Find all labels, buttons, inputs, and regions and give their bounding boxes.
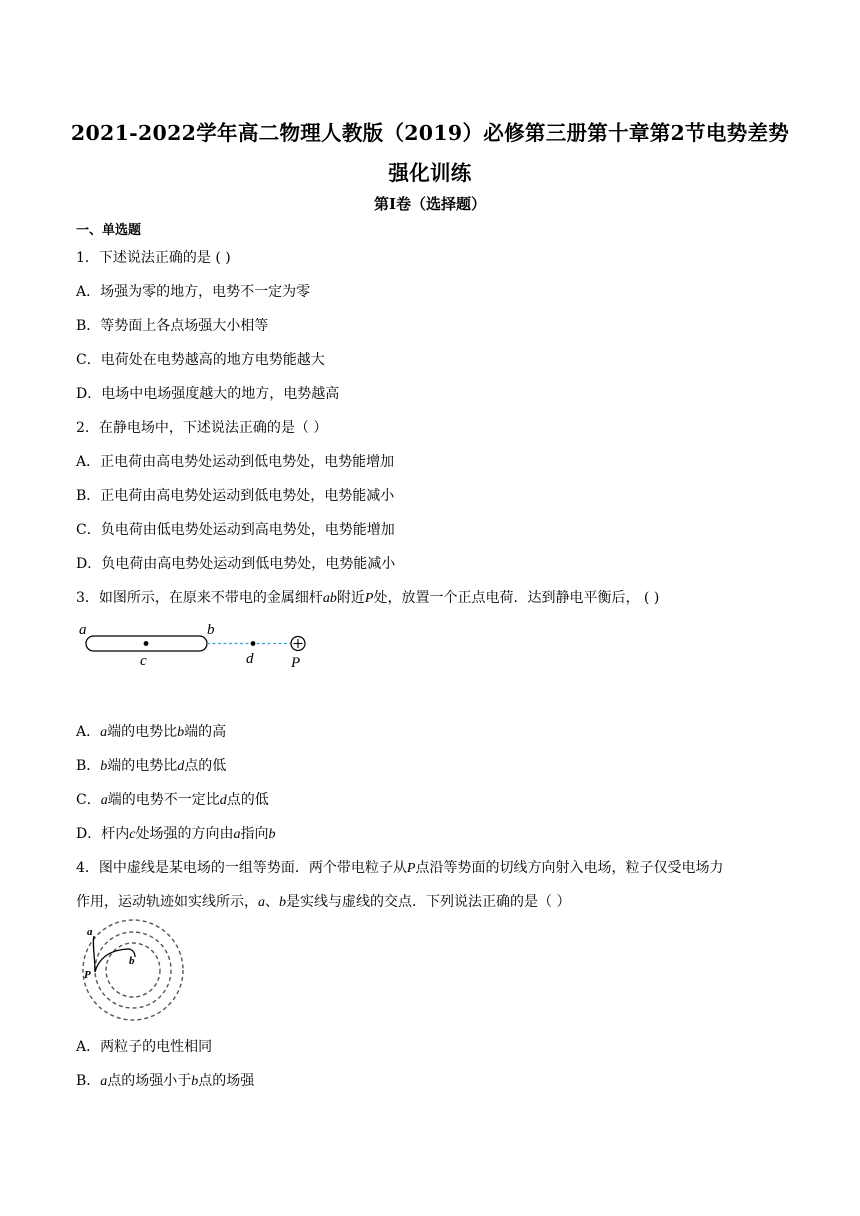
question-2-option-a: A．正电荷由高电势处运动到低电势处，电势能增加 (76, 454, 395, 470)
question-1-option-a: A．场强为零的地方，电势不一定为零 (76, 284, 311, 300)
question-2-stem: 2．在静电场中，下述说法正确的是（ ） (76, 420, 328, 436)
question-2-option-c: C．负电荷由低电势处运动到高电势处，电势能增加 (76, 522, 395, 538)
question-2-option-b: B．正电荷由高电势处运动到低电势处，电势能减小 (76, 488, 395, 504)
question-1-option-c: C．电荷处在电势越高的地方电势能越大 (76, 352, 325, 368)
volume-heading: 第Ⅰ卷（选择题） (373, 195, 487, 213)
question-4-option-b: B．a点的场强小于b点的场强 (76, 1073, 255, 1089)
question-3-option-a: A．a端的电势比b端的高 (76, 724, 227, 740)
label-P: P (291, 655, 301, 671)
question-4-stem-line1: 4．图中虚线是某电场的一组等势面．两个带电粒子从P点沿等势面的切线方向射入电场，粒子仅受电场力 (76, 860, 724, 876)
label-d: d (246, 651, 254, 667)
question-3-option-d: D．杆内c处场强的方向由a指向b (76, 826, 276, 842)
question-3-option-b: B．b端的电势比d点的低 (76, 758, 227, 774)
equipotential-outer (83, 920, 183, 1020)
question-1-stem: 1．下述说法正确的是 ( ) (76, 250, 231, 266)
label-c: c (140, 653, 147, 669)
question-4-option-a: A．两粒子的电性相同 (76, 1039, 213, 1055)
point-d-dot (251, 641, 256, 646)
point-c-dot (144, 641, 149, 646)
trajectory-a (93, 936, 95, 972)
label-b: b (129, 955, 135, 967)
question-1-option-d: D．电场中电场强度越大的地方，电势越高 (76, 386, 340, 402)
question-4-figure (78, 920, 188, 1025)
label-a: a (87, 926, 93, 938)
section-heading: 一、单选题 (76, 223, 142, 238)
question-3-figure (76, 620, 316, 672)
question-1-option-b: B．等势面上各点场强大小相等 (76, 318, 269, 334)
label-P: P (84, 969, 91, 981)
document-title: 2021-2022学年高二物理人教版（2019）必修第三册第十章第2节电势差势 (70, 121, 790, 145)
label-b: b (207, 622, 215, 638)
question-2-option-d: D．负电荷由高电势处运动到低电势处，电势能减小 (76, 556, 396, 572)
question-4-stem-line2: 作用，运动轨迹如实线所示，a、b是实线与虚线的交点．下列说法正确的是（ ） (76, 894, 571, 910)
label-a: a (79, 622, 87, 638)
document-title-line2: 强化训练 (388, 161, 472, 185)
question-3-option-c: C．a端的电势不一定比d点的低 (76, 792, 269, 808)
question-3-stem: 3．如图所示，在原来不带电的金属细杆ab附近P处，放置一个正点电荷．达到静电平衡后， ( ) (76, 590, 660, 606)
